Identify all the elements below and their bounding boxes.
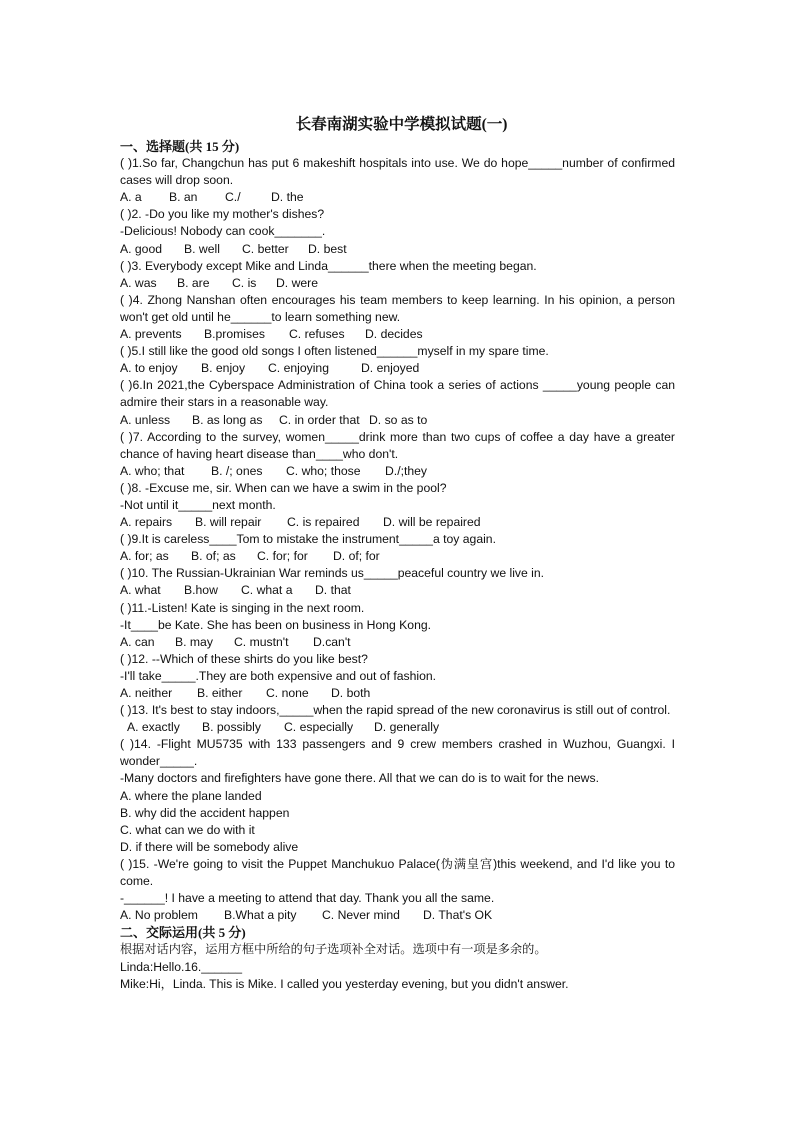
option-c: C. what can we do with it: [120, 822, 255, 837]
option-b: B. why did the accident happen: [120, 805, 290, 820]
exam-title: 长春南湖实验中学模拟试题(一): [295, 116, 508, 133]
dialog-line: Linda:Hello.16.______: [120, 959, 242, 974]
question-7: [120, 429, 675, 480]
option-d: D. were: [276, 275, 318, 290]
option-c: C. none: [266, 686, 309, 700]
option-c: C./: [225, 190, 241, 205]
question-8: [120, 480, 675, 531]
question-stem: ( )8. -Excuse me, sir. When can we have a swim in the pool?: [120, 480, 447, 495]
question-stem: ( )15. -We're going to visit the Puppet Manchukuo Palace(伪满皇宫)this weekend, and I'd like you to come.: [120, 856, 675, 889]
option-c: C. especially: [284, 720, 354, 735]
option-d: D./;they: [385, 463, 427, 478]
question-options: [120, 189, 675, 206]
question-stem: ( )13. It's best to stay indoors,_____when the rapid spread of the new coronavirus is still out of control.: [120, 703, 671, 718]
option-b: B. are: [177, 275, 210, 290]
option-a: A. what: [120, 583, 161, 598]
option-c: C. enjoying: [268, 361, 329, 376]
option-d: D. the: [271, 190, 304, 205]
option-a: A. can: [120, 634, 155, 649]
section-instruction: 根据对话内容，运用方框中所给的句子选项补全对话。选项中有一项是多余的。: [120, 942, 547, 957]
question-stem: ( )3. Everybody except Mike and Linda______there when the meeting began.: [120, 258, 537, 273]
question-options: [120, 907, 675, 924]
question-options: [120, 719, 675, 736]
option-d: D. enjoyed: [361, 361, 420, 376]
option-b: B. an: [169, 190, 198, 205]
option-d: D. best: [308, 241, 347, 256]
option-c: C. for; for: [257, 549, 308, 564]
option-c: C. is: [232, 275, 257, 290]
option-d: D. that: [315, 583, 351, 598]
option-d: D. of; for: [333, 549, 380, 564]
option-b: B. /; ones: [211, 463, 263, 478]
option-a: A. exactly: [127, 720, 180, 735]
question-options: [120, 241, 675, 258]
question-options: [120, 514, 675, 531]
question-options: [120, 360, 675, 377]
question-options: [120, 412, 675, 429]
option-b: B. of; as: [191, 549, 236, 564]
question-5: [120, 343, 675, 377]
option-b: B. possibly: [202, 720, 261, 735]
question-options: [120, 326, 675, 343]
option-b: B. will repair: [195, 515, 262, 530]
question-options: [120, 275, 675, 292]
question-options: [120, 685, 675, 702]
option-c: C. is repaired: [287, 515, 360, 530]
option-b: B.how: [184, 583, 218, 598]
option-d: D. will be repaired: [383, 515, 481, 530]
question-3: [120, 258, 675, 292]
option-a: A. neither: [120, 686, 173, 700]
option-b: B. well: [184, 241, 220, 256]
question-stem: ( )14. -Flight MU5735 with 133 passengers and 9 crew members crashed in Wuzhou, Guangxi. I wonder_____.: [120, 737, 675, 769]
option-a: A. a: [120, 190, 142, 205]
dialog-line: Mike:Hi，Linda. This is Mike. I called you yesterday evening, but you didn't answer.: [120, 976, 569, 991]
option-c: C. who; those: [286, 463, 361, 478]
question-12: [120, 651, 675, 702]
section-heading-communication: 二、交际运用(共 5 分): [120, 925, 246, 941]
option-a: A. who; that: [120, 463, 185, 478]
option-c: C. mustn't: [234, 634, 289, 649]
question-dialog-line: -Many doctors and firefighters have gone there. All that we can do is to wait for the news.: [120, 771, 599, 786]
question-dialog-line: -It____be Kate. She has been on business in Hong Kong.: [120, 617, 432, 632]
option-d: D. decides: [365, 327, 423, 342]
option-a: A. unless: [120, 412, 171, 427]
option-c: C. refuses: [289, 327, 345, 342]
option-a: A. good: [120, 241, 163, 256]
question-2: [120, 206, 675, 257]
option-c: C. Never mind: [322, 908, 400, 923]
option-b: B. enjoy: [201, 361, 246, 376]
option-a: A. for; as: [120, 549, 169, 564]
question-stem: ( )12. --Which of these shirts do you like best?: [120, 651, 368, 666]
question-dialog-line: -Not until it_____next month.: [120, 497, 276, 512]
option-a: A. where the plane landed: [120, 788, 262, 803]
question-stem: ( )6.In 2021,the Cyberspace Administration of China took a series of actions _____young people can admire their stars in a reasonable way.: [120, 378, 675, 410]
option-a: A. to enjoy: [120, 361, 178, 376]
question-14: [120, 736, 675, 856]
question-dialog-line: -______! I have a meeting to attend that day. Thank you all the same.: [120, 891, 495, 906]
question-stem: ( )7. According to the survey, women_____drink more than two cups of coffee a day have a greater chance of having heart disease than____who don't.: [120, 429, 675, 461]
option-c: C. in order that: [279, 412, 360, 427]
question-stem: ( )11.-Listen! Kate is singing in the next room.: [120, 600, 365, 615]
option-b: B. as long as: [192, 412, 263, 427]
question-dialog-line: -I'll take_____.They are both expensive and out of fashion.: [120, 668, 437, 683]
option-b: B.promises: [204, 327, 265, 342]
option-d: D.can't: [313, 634, 351, 649]
section-heading-choice: 一、选择题(共 15 分): [120, 139, 240, 154]
option-b: B. may: [175, 634, 213, 649]
option-c: C. what a: [241, 583, 293, 598]
option-b: B. either: [197, 686, 243, 700]
option-c: C. better: [242, 241, 289, 256]
question-options: [120, 634, 675, 651]
question-1: [120, 155, 675, 206]
question-stem: ( )10. The Russian-Ukrainian War reminds us_____peaceful country we live in.: [120, 566, 545, 581]
question-4: [120, 292, 675, 343]
option-d: D. if there will be somebody alive: [120, 839, 299, 854]
option-a: A. repairs: [120, 515, 173, 530]
question-dialog-line: -Delicious! Nobody can cook_______.: [120, 224, 326, 239]
question-stem: ( )4. Zhong Nanshan often encourages his team members to keep learning. In his opinion, a person won't get old until he______to learn something new.: [120, 292, 675, 324]
question-options: [120, 582, 675, 599]
option-a: A. No problem: [120, 908, 198, 923]
question-9: [120, 531, 675, 565]
question-options: [120, 463, 675, 480]
question-stem: ( )2. -Do you like my mother's dishes?: [120, 207, 325, 222]
option-d: D. generally: [374, 720, 440, 735]
question-11: [120, 600, 675, 651]
option-a: A. was: [120, 275, 157, 290]
question-13: [120, 702, 675, 736]
question-stem: ( )1.So far, Changchun has put 6 makeshift hospitals into use. We do hope_____number of confirmed cases will drop soon.: [120, 156, 675, 188]
option-d: D. so as to: [369, 412, 428, 427]
option-b: B.What a pity: [224, 908, 297, 923]
option-d: D. both: [331, 686, 371, 700]
question-15: [120, 856, 675, 924]
exam-page: [120, 112, 675, 993]
option-d: D. That's OK: [423, 908, 493, 923]
question-stem: ( )9.It is careless____Tom to mistake the instrument_____a toy again.: [120, 532, 496, 547]
question-stem: ( )5.I still like the good old songs I often listened______myself in my spare time.: [120, 344, 549, 359]
option-a: A. prevents: [120, 327, 182, 342]
question-options: [120, 548, 675, 565]
question-10: [120, 565, 675, 599]
question-6: [120, 377, 675, 428]
